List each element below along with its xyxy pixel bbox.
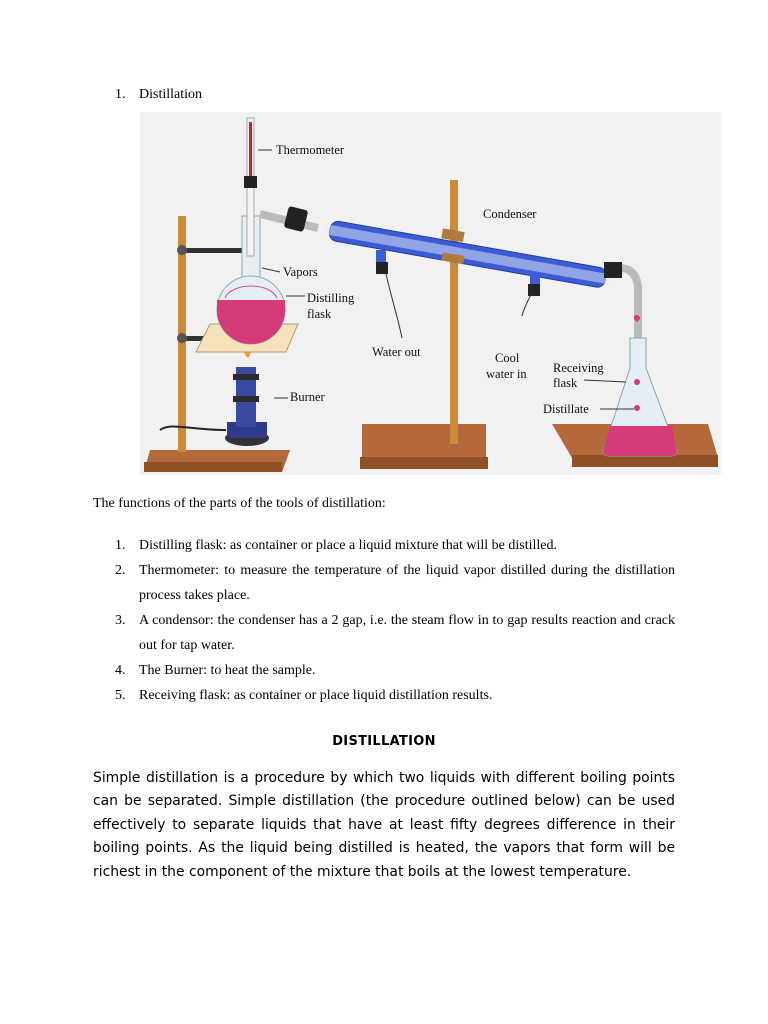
- label-cool-water-in-2: water in: [486, 367, 527, 381]
- section-title: Distillation: [139, 87, 202, 102]
- list-text: Distilling flask: as container or place a liquid mixture that will be distilled.: [139, 538, 557, 553]
- list-number: 4.: [115, 663, 126, 678]
- label-receiving-flask-1: Receiving: [553, 361, 604, 375]
- label-thermometer: Thermometer: [276, 143, 345, 157]
- middle-stand-base: [360, 424, 488, 469]
- label-vapors: Vapors: [283, 265, 318, 279]
- list-number: 2.: [115, 563, 126, 578]
- section-heading: [115, 87, 202, 103]
- label-condenser: Condenser: [483, 207, 537, 221]
- label-burner: Burner: [290, 390, 325, 404]
- label-distilling-flask-1: Distilling: [307, 291, 355, 305]
- list-item: [115, 683, 675, 708]
- label-water-out: Water out: [372, 345, 421, 359]
- distillation-apparatus-figure: [140, 112, 721, 475]
- functions-intro: The functions of the parts of the tools of distillation:: [93, 496, 386, 511]
- list-text: The Burner: to heat the sample.: [139, 663, 316, 678]
- list-text: A condensor: the condenser has a 2 gap, i.e. the steam flow in to gap results reaction and crack out for tap water.: [139, 613, 675, 653]
- list-item: [115, 558, 675, 608]
- label-distilling-flask-2: flask: [307, 307, 332, 321]
- condenser: [324, 219, 613, 289]
- list-text: Receiving flask: as container or place liquid distillation results.: [139, 688, 493, 703]
- middle-stand-rod: [450, 180, 458, 444]
- label-cool-water-in-1: Cool: [495, 351, 520, 365]
- parts-list: [115, 533, 675, 708]
- left-stand-base: [144, 450, 290, 472]
- list-item: [115, 533, 675, 558]
- label-distillate: Distillate: [543, 402, 589, 416]
- list-item: [115, 608, 675, 658]
- list-text: Thermometer: to measure the temperature of the liquid vapor distilled during the distillation process takes place.: [139, 563, 675, 603]
- list-number: 5.: [115, 688, 126, 703]
- section-number: 1.: [115, 87, 126, 102]
- list-number: 3.: [115, 613, 126, 628]
- distillation-heading: DISTILLATION: [332, 734, 436, 749]
- list-item: [115, 658, 675, 683]
- distillation-paragraph: Simple distillation is a procedure by which two liquids with different boiling points can be separated. Simple distillation (the procedure outlined below) can be used effectively to separate liquids that have at least fifty degrees difference in their boiling points. As the liquid being distilled is heated, the vapors that form will be richest in the component of the mixture that boils at the lowest temperature.: [93, 770, 675, 880]
- list-number: 1.: [115, 538, 126, 553]
- label-receiving-flask-2: flask: [553, 376, 578, 390]
- burner: [160, 338, 269, 446]
